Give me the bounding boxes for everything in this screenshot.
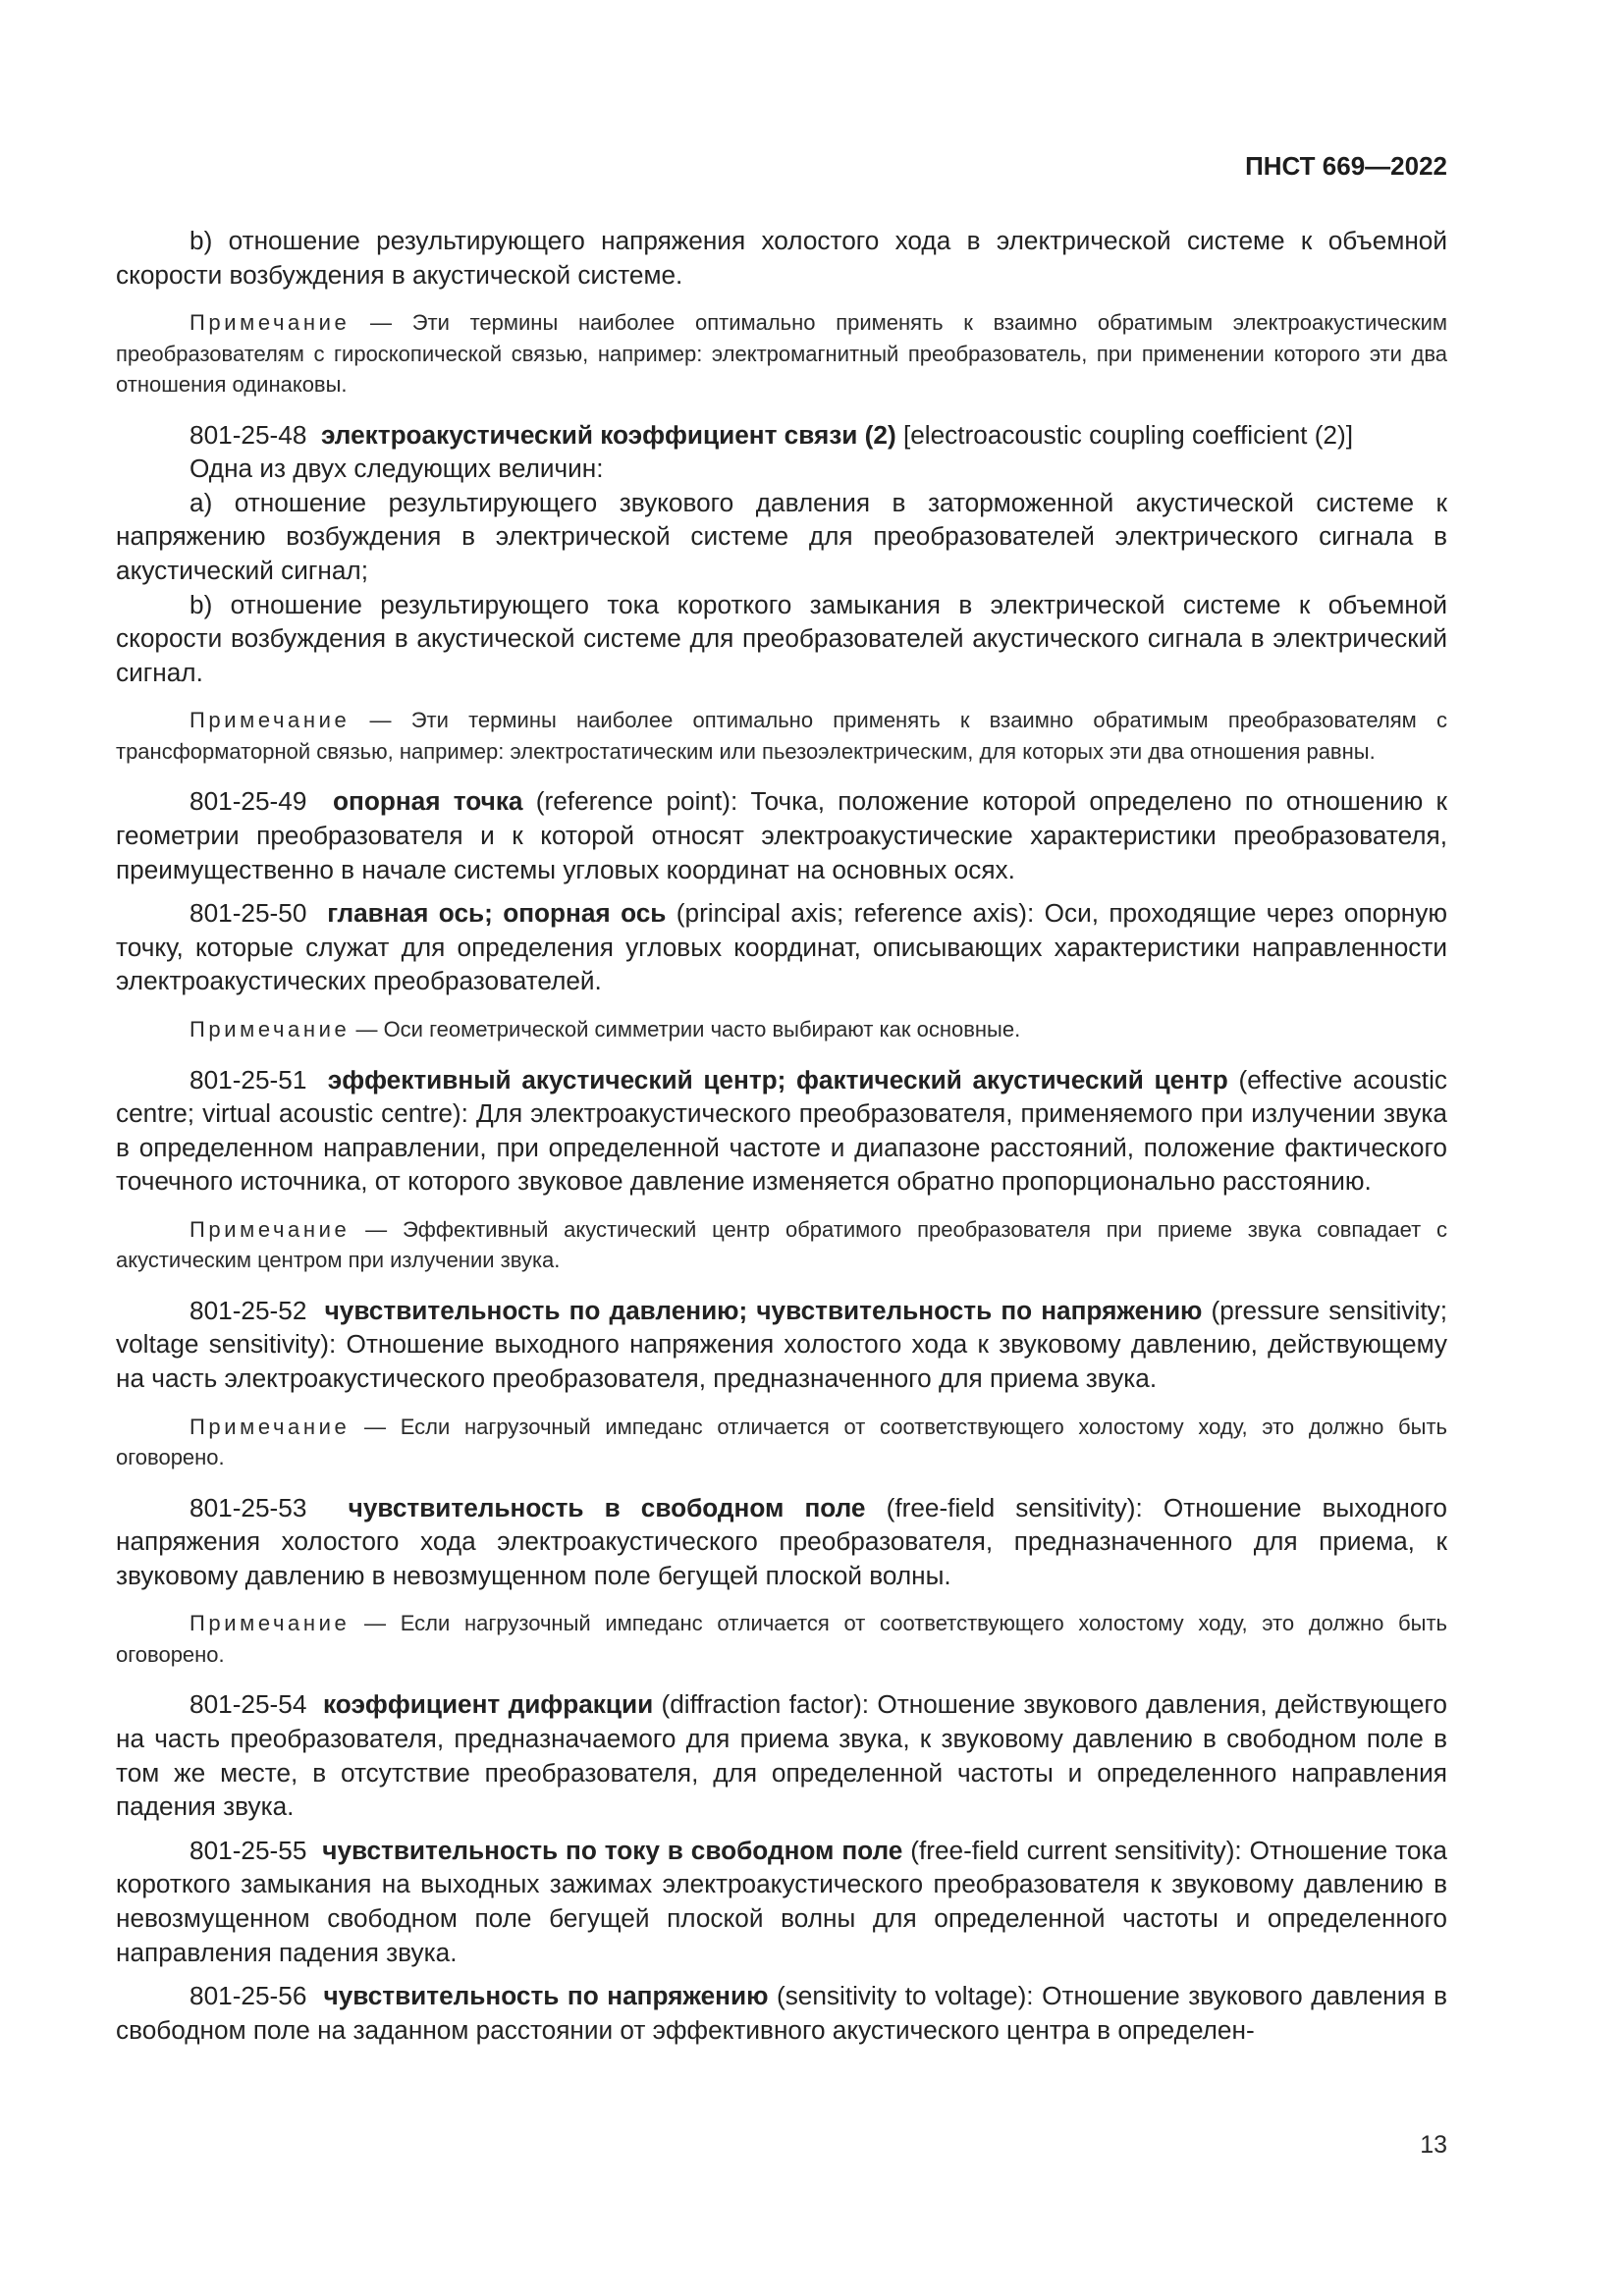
note-text: — Эти термины наиболее оптимально применять к взаимно обратимым преобразователям с трансформаторной связью, например: электростатическим или пьезоэлектрическим, для которых эти два отношения равны. (116, 708, 1447, 764)
note-label: Примечание (189, 1216, 351, 1242)
term-definition: (effective acoustic centre; virtual acoustic centre): Для электроакустического преобразователя, применяемого при излучении звука в определенном направлении, при определенной частоте и диапазоне расстояний, положение фактического точечного источника, от которого звуковое давление изменяется обратно пропорционально расстоянию. (116, 1064, 1447, 1197)
note-paragraph (116, 705, 1447, 767)
term-entry (116, 1063, 1447, 1199)
term-code: 801-25-54 (189, 1689, 307, 1720)
term-definition: (reference point): Точка, положение которой определено по отношению к геометрии преобразователя и к которой относят электроакустические характеристики преобразователя, преимущественно в начале системы угловых координат на основных осях. (116, 786, 1447, 884)
term-name: опорная точка (333, 786, 523, 817)
term-entry (116, 784, 1447, 886)
note-label: Примечание (189, 1017, 351, 1041)
note-text: — Если нагрузочный импеданс отличается от соответствующего холостому ходу, это должно быть оговорено. (116, 1611, 1447, 1667)
note-label: Примечание (189, 310, 351, 336)
term-definition: (principal axis; reference axis): Оси, проходящие через опорную точку, которые служат для определения угловых координат, описывающих характеристики направленности электроакустических преобразователей. (116, 898, 1447, 996)
term-name: чувствительность по давлению; чувствительность по напряжению (324, 1295, 1203, 1325)
term-definition: (free-field current sensitivity): Отношение тока короткого замыкания на выходных зажимах электроакустического преобразователя к звуковому давлению в невозмущенном свободном поле бегущей плоской волны для определенной частоты и определенного направления падения звука. (116, 1835, 1447, 1967)
term-code: 801-25-49 (189, 786, 307, 817)
term-code: 801-25-53 (189, 1492, 307, 1522)
note-label: Примечание (189, 708, 351, 733)
note-paragraph (116, 1412, 1447, 1473)
body-paragraph (116, 486, 1447, 588)
term-name: коэффициент дифракции (323, 1689, 654, 1720)
term-code: 801-25-52 (189, 1295, 307, 1325)
paragraph-text: a) отношение результирующего звукового давления в заторможенной акустической системе к напряжению возбуждения в электрической системе для преобразователей электрического сигнала в акустический сигнал; (116, 487, 1447, 586)
term-entry (116, 1491, 1447, 1593)
term-entry (116, 1979, 1447, 2047)
term-definition: (sensitivity to voltage): Отношение звукового давления в свободном поле на заданном расстоянии от эффективного акустического центра в определен- (116, 1981, 1447, 2045)
note-paragraph (116, 1214, 1447, 1276)
note-text: — Оси геометрической симметрии часто выбирают как основные. (350, 1017, 1021, 1041)
note-text: — Эффективный акустический центр обратимого преобразователя при приеме звука совпадает с акустическим центром при излучении звука. (116, 1216, 1447, 1273)
term-entry (116, 418, 1447, 453)
note-paragraph (116, 1608, 1447, 1670)
note-label: Примечание (189, 1414, 351, 1439)
note-paragraph (116, 307, 1447, 400)
term-entry (116, 1294, 1447, 1396)
page-number: 13 (1420, 2131, 1447, 2159)
term-entry (116, 1687, 1447, 1823)
term-name: чувствительность по току в свободном поле (322, 1835, 903, 1865)
paragraph-text: b) отношение результирующего напряжения холостого хода в электрической системе к объемной скорости возбуждения в акустической системе. (116, 226, 1447, 290)
note-text: — Эти термины наиболее оптимально применять к взаимно обратимым электроакустическим преобразователям с гироскопической связью, например: электромагнитный преобразователь, при применении которого эти два отношения одинаковы. (116, 310, 1447, 398)
term-definition: [electroacoustic coupling coefficient (2)] (895, 419, 1353, 450)
body-paragraph (116, 224, 1447, 292)
term-definition: (free-field sensitivity): Отношение выходного напряжения холостого хода электроакустического преобразователя, предназначенного для приема, к звуковому давлению в невозмущенном поле бегущей плоской волны. (116, 1492, 1447, 1590)
note-text: — Если нагрузочный импеданс отличается от соответствующего холостому ходу, это должно быть оговорено. (116, 1414, 1447, 1470)
term-entry (116, 896, 1447, 998)
term-code: 801-25-51 (189, 1064, 307, 1095)
note-paragraph (116, 1014, 1447, 1045)
term-code: 801-25-50 (189, 898, 307, 929)
body-paragraph (116, 588, 1447, 690)
term-name: чувствительность в свободном поле (348, 1492, 866, 1522)
note-label: Примечание (189, 1611, 351, 1636)
term-code: 801-25-48 (189, 419, 307, 450)
term-definition: (diffraction factor): Отношение звукового давления, действующего на часть преобразователя, предназначаемого для приема звука, к звуковому давлению в свободном поле в том же месте, в отсутствие преобразователя, для определенной частоты и определенного направления падения звука. (116, 1689, 1447, 1822)
term-name: эффективный акустический центр; фактический акустический центр (327, 1064, 1228, 1095)
term-name: чувствительность по напряжению (323, 1981, 769, 2011)
term-code: 801-25-56 (189, 1981, 307, 2011)
body-paragraph (116, 452, 1447, 486)
term-code: 801-25-55 (189, 1835, 307, 1865)
document-body (116, 224, 1447, 2047)
paragraph-text: Одна из двух следующих величин: (189, 454, 604, 484)
term-name: электроакустический коэффициент связи (2) (320, 419, 896, 450)
document-id-header: ПНСТ 669—2022 (1245, 151, 1447, 181)
paragraph-text: b) отношение результирующего тока короткого замыкания в электрической системе к объемной скорости возбуждения в акустической системе для преобразователей акустического сигнала в электрический сигнал. (116, 589, 1447, 687)
term-name: главная ось; опорная ось (327, 898, 667, 929)
term-entry (116, 1834, 1447, 1969)
term-definition: (pressure sensitivity; voltage sensitivity): Отношение выходного напряжения холостого хода к звуковому давлению, действующему на часть электроакустического преобразователя, предназначенного для приема звука. (116, 1295, 1447, 1394)
